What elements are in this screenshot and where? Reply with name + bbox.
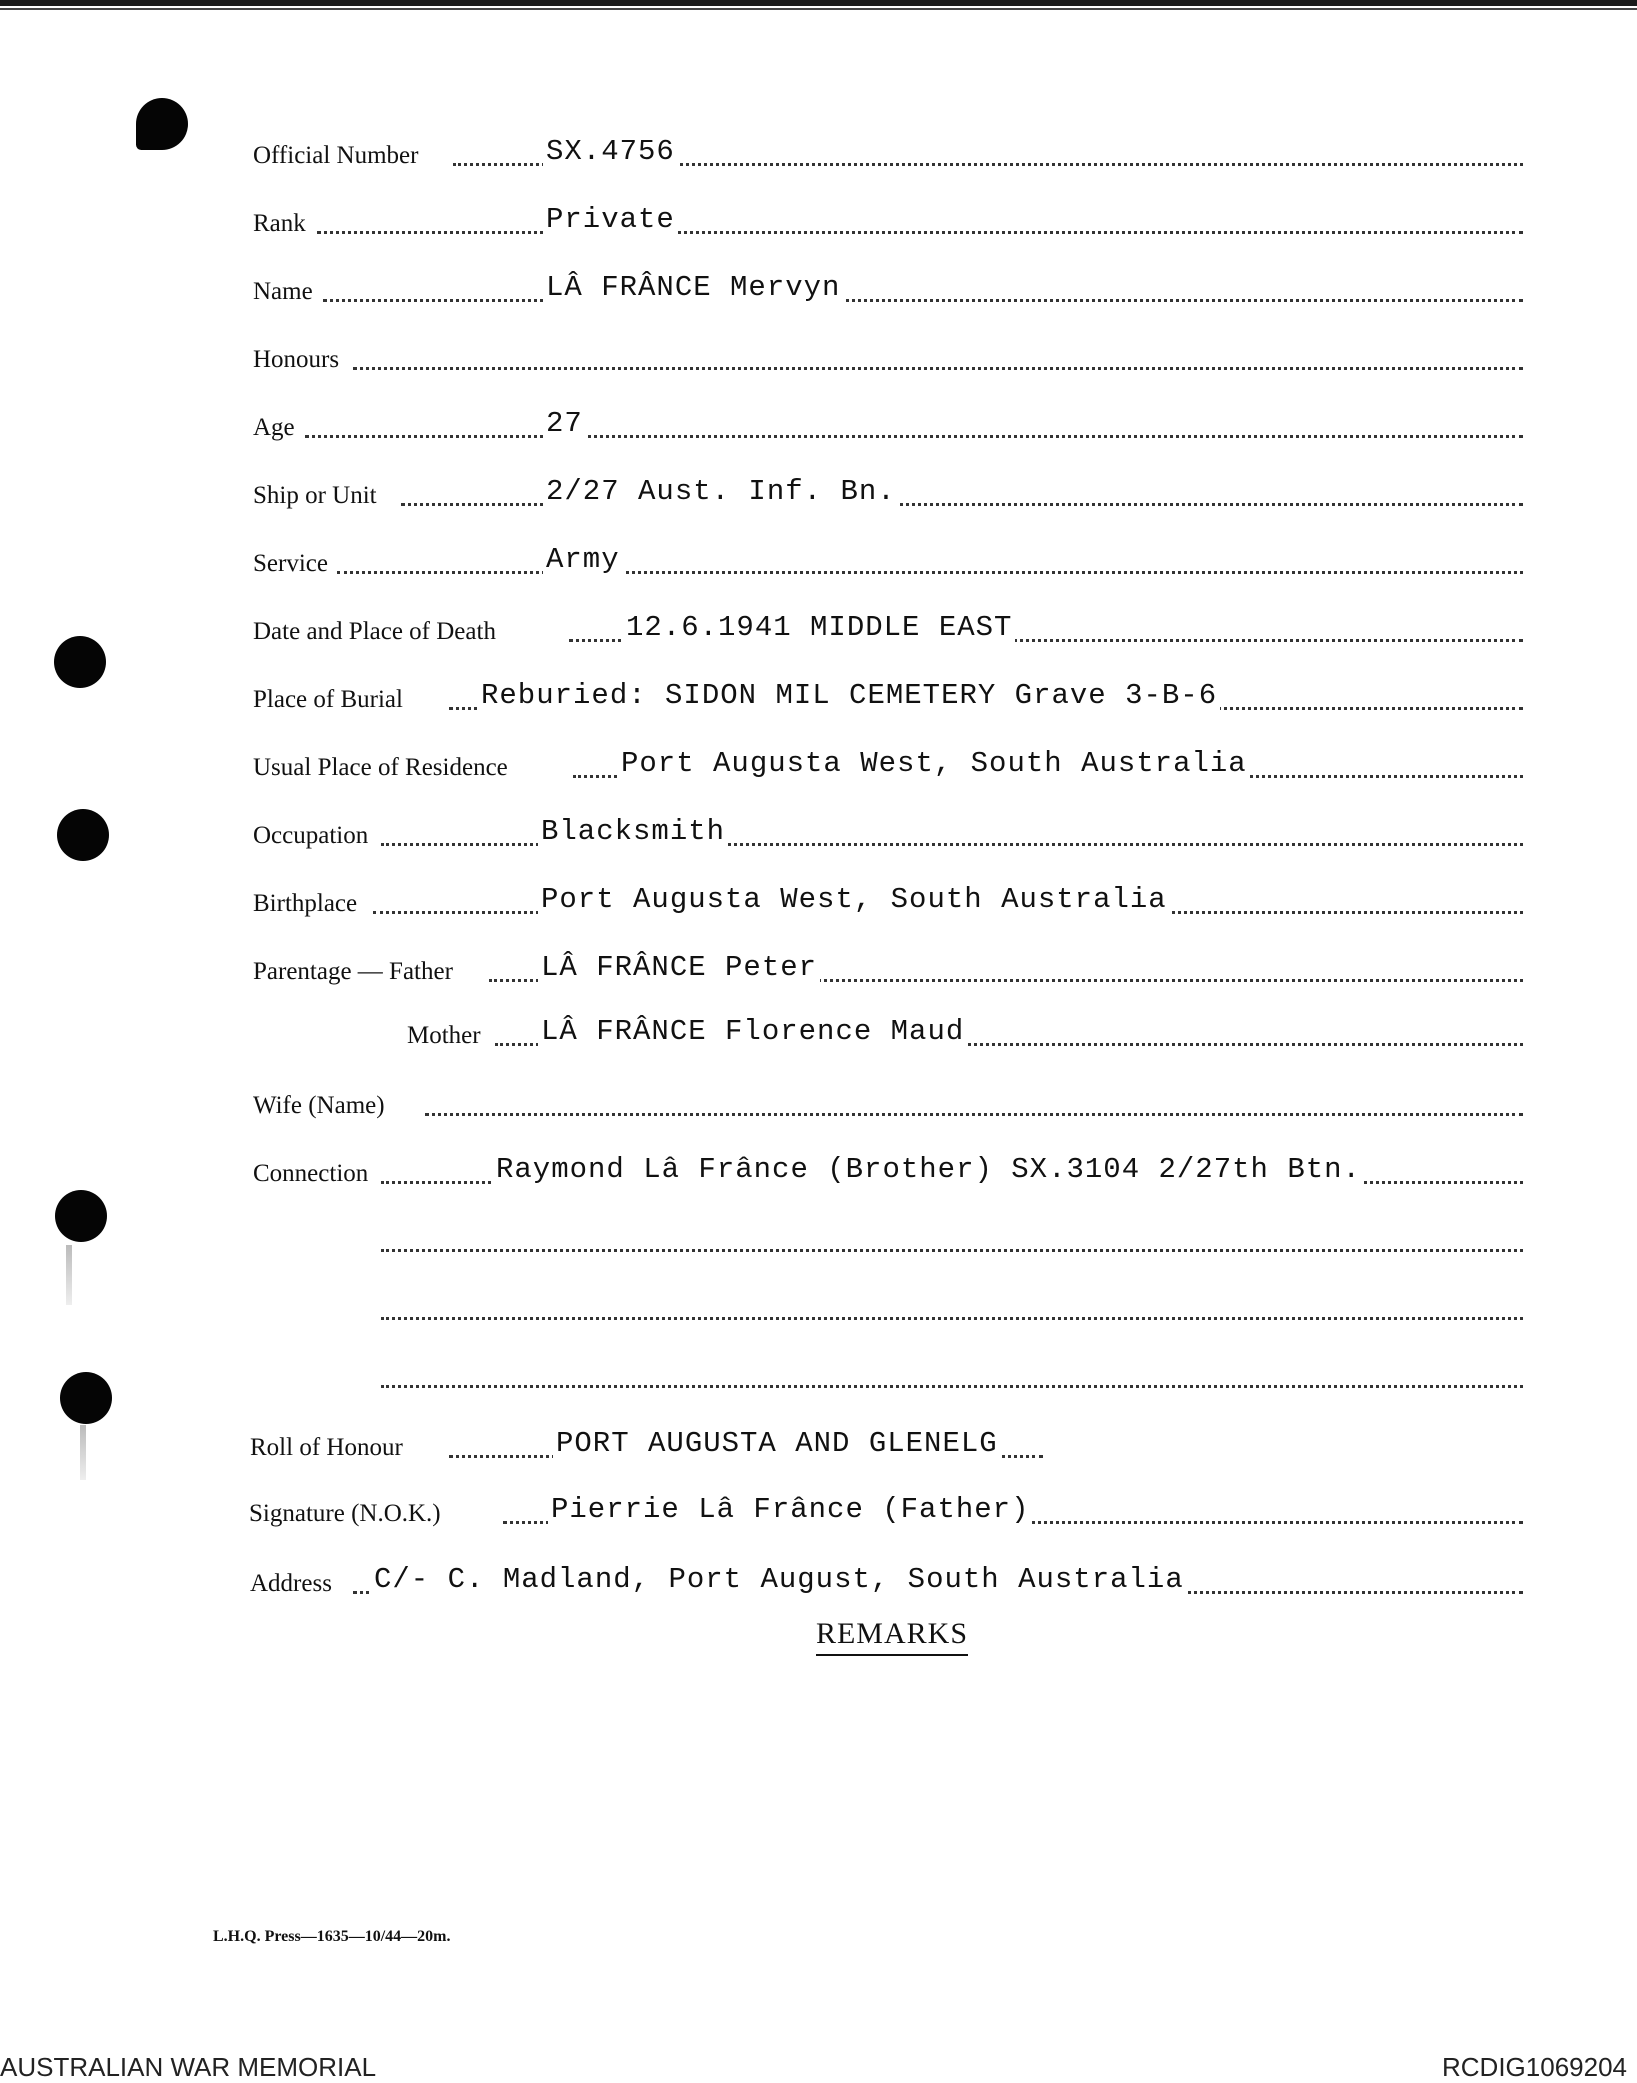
field-value: 27: [543, 409, 586, 438]
field-value: Port Augusta West, South Australia: [538, 885, 1170, 914]
field-name: [253, 268, 1523, 312]
field-signature: [249, 1490, 1523, 1534]
printer-imprint: L.H.Q. Press—1635—10/44—20m.: [213, 1928, 451, 1945]
field-label: Wife (Name): [253, 1092, 385, 1119]
punch-hole-4: [55, 1190, 107, 1242]
punch-hole-2: [54, 636, 106, 688]
field-usual-place-of-residence: [253, 744, 1523, 788]
field-service: [253, 540, 1523, 584]
field-rank: [253, 200, 1523, 244]
field-value: Blacksmith: [538, 817, 728, 846]
field-ship-or-unit: [253, 472, 1523, 516]
field-value: Raymond Lâ Frânce (Brother) SX.3104 2/27th Btn.: [493, 1155, 1364, 1184]
field-birthplace: [253, 880, 1523, 924]
field-address: [250, 1560, 1523, 1604]
field-label: Rank: [253, 210, 306, 237]
field-honours: [253, 336, 1523, 380]
field-parentage-father: [253, 948, 1523, 992]
field-occupation: [253, 812, 1523, 856]
field-value: LÂ FRÂNCE Peter: [538, 953, 820, 982]
field-value: C/- C. Madland, Port August, South Australia: [371, 1565, 1187, 1594]
field-value: LÂ FRÂNCE Mervyn: [543, 273, 843, 302]
field-label: Connection: [253, 1160, 369, 1187]
field-parentage-mother: [253, 1012, 1523, 1056]
connection-blank-line-3: [253, 1354, 1523, 1398]
field-label: Usual Place of Residence: [253, 754, 508, 781]
field-label: Name: [253, 278, 313, 305]
field-value: Reburied: SIDON MIL CEMETERY Grave 3-B-6: [478, 681, 1220, 710]
punch-hole-3: [57, 809, 109, 861]
field-label: Age: [253, 414, 295, 441]
field-value: Pierrie Lâ Frânce (Father): [548, 1495, 1032, 1524]
connection-blank-line-2: [253, 1286, 1523, 1330]
field-place-of-burial: [253, 676, 1523, 720]
field-value: LÂ FRÂNCE Florence Maud: [538, 1017, 967, 1046]
top-border-thin: [0, 8, 1637, 10]
field-label: Service: [253, 550, 328, 577]
field-label: Occupation: [253, 822, 369, 849]
archive-reference-id: RCDIG1069204: [1442, 2052, 1627, 2082]
field-label: Place of Burial: [253, 686, 403, 713]
field-value: Port Augusta West, South Australia: [618, 749, 1250, 778]
field-label: Date and Place of Death: [253, 618, 496, 645]
field-label: Mother: [407, 1022, 481, 1049]
field-date-place-of-death: [253, 608, 1523, 652]
field-label: Birthplace: [253, 890, 358, 917]
field-value: 12.6.1941 MIDDLE EAST: [623, 613, 1015, 642]
field-value: Private: [543, 205, 678, 234]
field-value: Army: [543, 545, 623, 574]
field-roll-of-honour: [250, 1424, 1523, 1468]
field-official-number: [253, 132, 1523, 176]
field-wife: [253, 1082, 1523, 1126]
punch-hole-1: [136, 98, 188, 150]
field-value: SX.4756: [543, 137, 678, 166]
field-label: Official Number: [253, 142, 419, 169]
field-label: Signature (N.O.K.): [249, 1500, 441, 1527]
punch-hole-5: [60, 1372, 112, 1424]
field-label: Honours: [253, 346, 340, 373]
field-label: Ship or Unit: [253, 482, 377, 509]
remarks-heading: REMARKS: [0, 1617, 1637, 1651]
top-border: [0, 0, 1637, 6]
connection-blank-line-1: [253, 1218, 1523, 1262]
field-label: Parentage — Father: [253, 958, 453, 985]
field-label: Address: [250, 1570, 332, 1597]
scan-streak-1: [66, 1245, 72, 1305]
scan-streak-2: [80, 1425, 86, 1480]
archive-name: AUSTRALIAN WAR MEMORIAL: [0, 2052, 377, 2082]
field-value: PORT AUGUSTA AND GLENELG: [553, 1429, 1001, 1458]
field-value: 2/27 Aust. Inf. Bn.: [543, 477, 899, 506]
field-connection: [253, 1150, 1523, 1194]
field-label: Roll of Honour: [250, 1434, 403, 1461]
field-age: [253, 404, 1523, 448]
